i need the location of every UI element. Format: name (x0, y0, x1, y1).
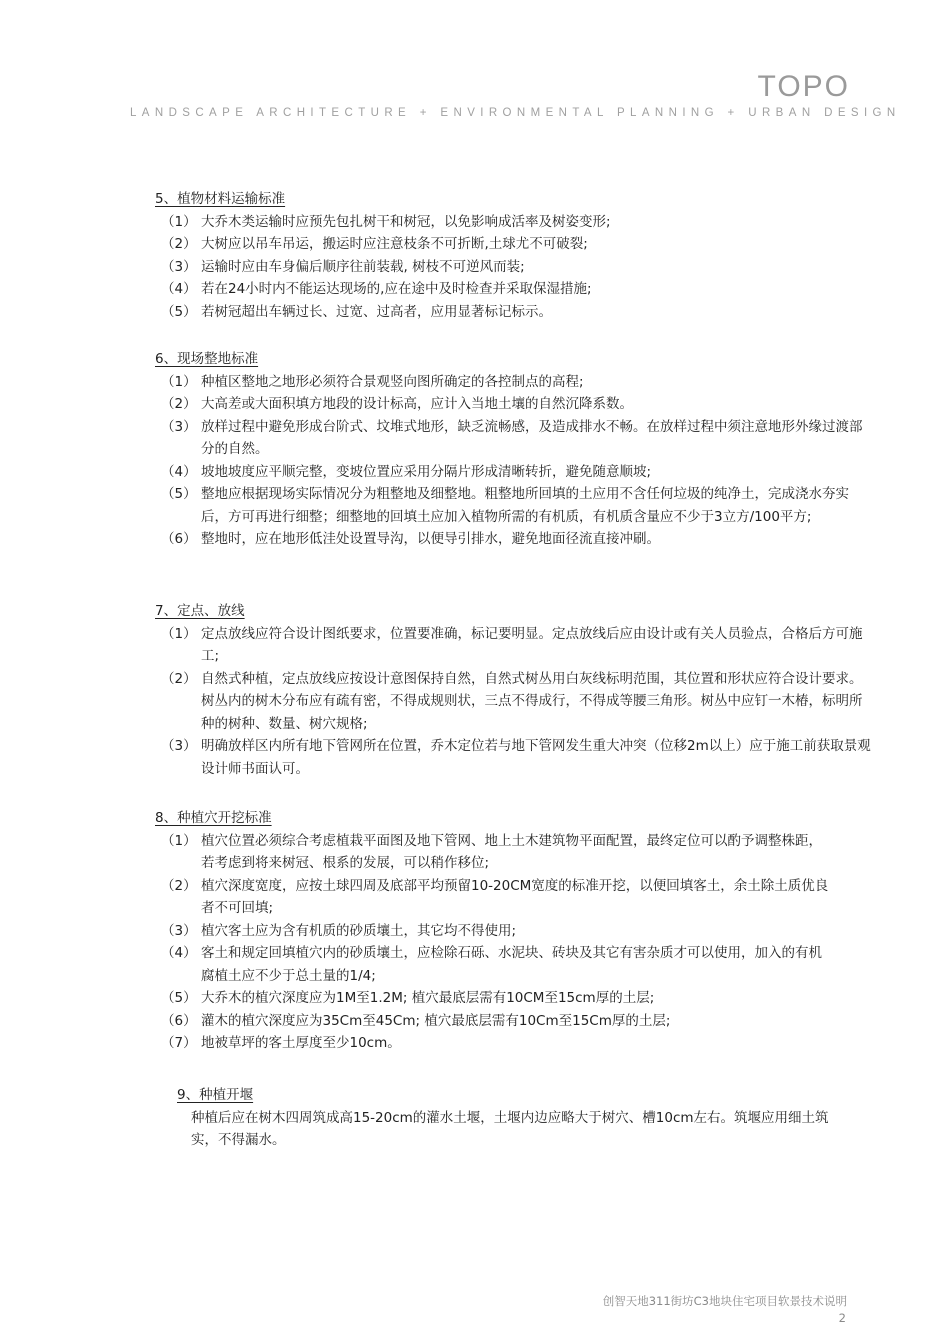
item-text: 整地应根据现场实际情况分为粗整地及细整地。粗整地所回填的土应用不含任何垃圾的纯净土，完成浇水夯实后，方可再进行细整；细整地的回填土应加入植物所需的有机质，有机质含量应不少于3立方/100平方; (201, 486, 849, 525)
list-item (155, 256, 875, 279)
item-text: 大乔木的植穴深度应为1M至1.2M; 植穴最底层需有10CM至15cm厚的土层; (201, 990, 655, 1006)
list-item (155, 211, 875, 234)
page-number: 2 (838, 1311, 846, 1325)
list-item (155, 278, 875, 301)
item-text: 大高差或大面积填方地段的设计标高，应计入当地土壤的自然沉降系数。 (201, 396, 633, 412)
header-tagline: LANDSCAPE ARCHITECTURE + ENVIRONMENTAL PLANNING + URBAN DESIGN (130, 107, 901, 119)
item-number: （3） (161, 922, 197, 939)
item-text: 植穴客土应为含有机质的砂质壤土，其它均不得使用; (201, 922, 517, 939)
item-text: 坡地坡度应平顺完整，变坡位置应采用分隔片形成清晰转折，避免随意顺坡; (201, 463, 652, 480)
item-number: （3） (161, 738, 197, 754)
item-number: （4） (161, 463, 197, 480)
item-number: （1） (161, 373, 197, 390)
item-text: 若树冠超出车辆过长、过宽、过高者，应用显著标记标示。 (201, 303, 552, 320)
item-number: （6） (161, 531, 197, 547)
item-number: （7） (161, 1035, 197, 1051)
item-number: （5） (161, 303, 197, 320)
section-heading: 6、现场整地标准 (155, 351, 259, 367)
item-number: （2） (161, 670, 197, 687)
list-item (155, 233, 875, 256)
item-number: （5） (161, 990, 197, 1006)
topo-logo: TOPO (757, 70, 850, 103)
item-number: （3） (161, 418, 197, 435)
item-number: （2） (161, 396, 197, 412)
list-item (155, 528, 875, 551)
item-text: 大树应以吊车吊运，搬运时应注意枝条不可折断,土球尤不可破裂; (201, 236, 588, 252)
item-number: （4） (161, 281, 197, 297)
item-text: 客土和规定回填植穴内的砂质壤土，应检除石砾、水泥块、砖块及其它有害杂质才可以使用，加入的有机腐植土应不少于总土量的1/4; (201, 945, 822, 984)
section-6 (155, 348, 875, 551)
item-text: 明确放样区内所有地下管网所在位置，乔木定位若与地下管网发生重大冲突（位移2m以上）应于施工前获取景观设计师书面认可。 (201, 738, 871, 777)
item-number: （5） (161, 486, 197, 502)
item-text: 定点放线应符合设计图纸要求，位置要准确，标记要明显。定点放线后应由设计或有关人员验点，合格后方可施工; (201, 625, 863, 664)
item-number: （4） (161, 945, 197, 961)
item-number: （2） (161, 877, 197, 894)
section-heading: 9、种植开堰 (177, 1087, 254, 1103)
section-heading: 5、植物材料运输标准 (155, 191, 286, 207)
section-9 (177, 1084, 837, 1152)
footer-document-title: 创智天地311街坊C3地块住宅项目软景技术说明 (602, 1294, 847, 1308)
item-text: 植穴深度宽度，应按土球四周及底部平均预留10-20CM宽度的标准开挖，以便回填客土，余土除土质优良者不可回填; (201, 877, 829, 916)
item-text: 自然式种植，定点放线应按设计意图保持自然，自然式树丛用白灰线标明范围，其位置和形状应符合设计要求。树丛内的树木分布应有疏有密，不得成规则状，三点不得成行，不得成等腰三角形。树丛中应钉一木椿，标明所种的树种、数量、树穴规格; (201, 670, 863, 732)
item-text: 种植区整地之地形必须符合景观竖向图所确定的各控制点的高程; (201, 373, 584, 390)
section-paragraph: 种植后应在树木四周筑成高15-20cm的灌水土堰，土堰内边应略大于树穴、槽10cm左右。筑堰应用细土筑实，不得漏水。 (191, 1109, 829, 1148)
list-item (155, 987, 835, 1010)
item-number: （1） (161, 832, 197, 849)
item-text: 放样过程中避免形成台阶式、坟堆式地形，缺乏流畅感，及造成排水不畅。在放样过程中须注意地形外缘过渡部分的自然。 (201, 418, 863, 457)
item-number: （6） (161, 1012, 197, 1029)
item-text: 若在24小时内不能运达现场的,应在途中及时检查并采取保湿措施; (201, 281, 592, 297)
item-text: 运输时应由车身偏后顺序往前装载, 树枝不可逆风而装; (201, 258, 525, 275)
item-text: 整地时，应在地形低洼处设置导沟，以便导引排水，避免地面径流直接冲刷。 (201, 531, 660, 547)
item-text: 灌木的植穴深度应为35Cm至45Cm; 植穴最底层需有10Cm至15Cm厚的土层; (201, 1012, 671, 1029)
list-item (155, 483, 875, 528)
item-number: （1） (161, 213, 197, 230)
list-item (155, 623, 875, 668)
item-number: （1） (161, 625, 197, 642)
section-heading: 7、定点、放线 (155, 603, 245, 619)
list-item (155, 920, 835, 943)
list-item (155, 371, 875, 394)
list-item (155, 393, 875, 416)
item-number: （2） (161, 236, 197, 252)
section-8 (155, 807, 835, 1055)
section-7 (155, 600, 875, 780)
list-item (155, 830, 835, 875)
item-text: 植穴位置必须综合考虑植栽平面图及地下管网、地上土木建筑物平面配置，最终定位可以酌予调整株距，若考虑到将来树冠、根系的发展，可以稍作移位; (201, 832, 822, 871)
list-item (155, 301, 875, 324)
list-item (155, 942, 835, 987)
list-item (155, 735, 875, 780)
section-heading: 8、种植穴开挖标准 (155, 810, 272, 826)
list-item (155, 875, 835, 920)
item-text: 地被草坪的客土厚度至少10cm。 (201, 1035, 401, 1051)
list-item (155, 1032, 835, 1055)
item-number: （3） (161, 258, 197, 275)
section-5 (155, 188, 875, 323)
item-text: 大乔木类运输时应预先包扎树干和树冠，以免影响成活率及树姿变形; (201, 213, 611, 230)
list-item (155, 416, 875, 461)
list-item (155, 461, 875, 484)
list-item (155, 1010, 835, 1033)
list-item (155, 668, 875, 736)
